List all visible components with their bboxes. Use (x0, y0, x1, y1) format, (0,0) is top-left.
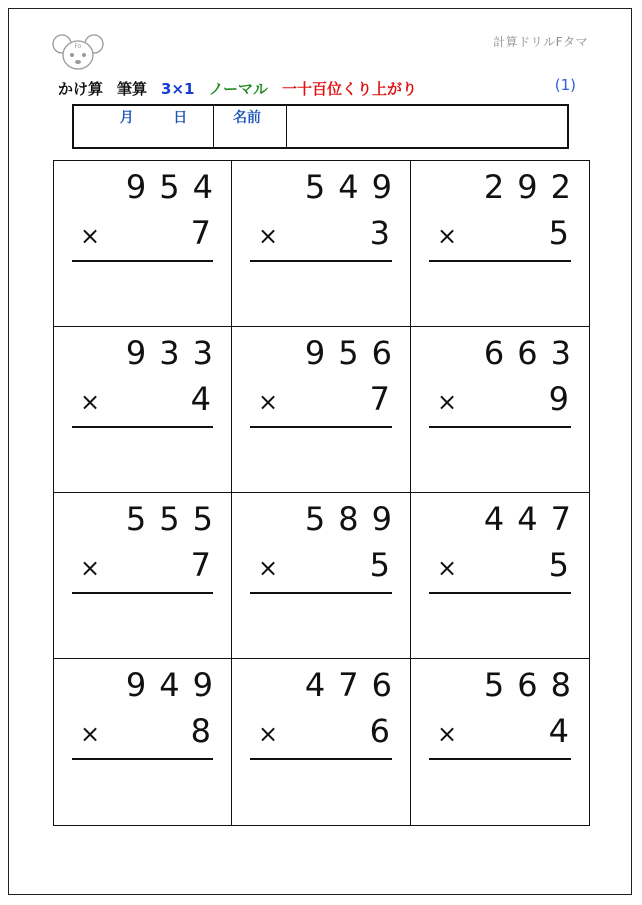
times-symbol: × (80, 720, 101, 748)
title-level: ノーマル (208, 80, 269, 98)
answer-line (429, 260, 571, 262)
day-label: 日 (173, 109, 188, 126)
answer-line (72, 426, 213, 428)
multiplier: 7 (190, 546, 211, 584)
answer-line (250, 260, 392, 262)
title-carry: 一十百位くり上がり (282, 80, 418, 98)
times-symbol: × (437, 222, 458, 250)
problem-cell[interactable] (411, 493, 589, 659)
times-symbol: × (80, 554, 101, 582)
times-symbol: × (437, 554, 458, 582)
multiplicand: 956 (304, 334, 405, 372)
times-symbol: × (258, 388, 279, 416)
times-symbol: × (258, 222, 279, 250)
multiplicand: 568 (483, 666, 584, 704)
multiplier: 8 (190, 712, 211, 750)
answer-line (250, 426, 392, 428)
multiplier: 7 (369, 380, 390, 418)
problem-cell[interactable] (232, 659, 411, 825)
name-date-box (72, 104, 569, 149)
sheet-number: (1) (554, 76, 576, 94)
title-digits: 3×1 (161, 80, 195, 98)
multiplicand: 447 (483, 500, 584, 538)
title-method: 筆算 (117, 80, 148, 98)
times-symbol: × (80, 388, 101, 416)
date-field[interactable] (74, 106, 214, 147)
times-symbol: × (437, 388, 458, 416)
problem-cell[interactable] (411, 659, 589, 825)
multiplicand: 476 (304, 666, 405, 704)
month-label: 月 (119, 109, 134, 126)
answer-line (250, 758, 392, 760)
problem-cell[interactable] (232, 493, 411, 659)
name-label: 名前 (214, 106, 287, 147)
multiplicand: 663 (483, 334, 584, 372)
multiplicand: 589 (304, 500, 405, 538)
answer-line (429, 758, 571, 760)
answer-line (429, 426, 571, 428)
problem-cell[interactable] (54, 659, 232, 825)
brand-label: 計算ドリルFタマ (493, 35, 588, 49)
svg-text:Fo: Fo (74, 43, 82, 50)
problem-cell[interactable] (54, 493, 232, 659)
multiplier: 9 (548, 380, 569, 418)
problem-cell[interactable] (411, 161, 589, 327)
multiplier: 5 (548, 546, 569, 584)
problem-cell[interactable] (232, 161, 411, 327)
answer-line (72, 260, 213, 262)
multiplier: 5 (369, 546, 390, 584)
multiplicand: 292 (483, 168, 584, 206)
multiplicand: 933 (125, 334, 226, 372)
problem-cell[interactable] (232, 327, 411, 493)
title-kind: かけ算 (58, 80, 104, 98)
problem-grid (53, 160, 590, 826)
answer-line (429, 592, 571, 594)
multiplier: 7 (190, 214, 211, 252)
answer-line (72, 758, 213, 760)
worksheet-title (58, 78, 588, 98)
multiplier: 4 (190, 380, 211, 418)
multiplicand: 555 (125, 500, 226, 538)
problem-cell[interactable] (54, 161, 232, 327)
multiplicand: 954 (125, 168, 226, 206)
mouse-logo-icon (52, 30, 104, 72)
times-symbol: × (258, 720, 279, 748)
times-symbol: × (258, 554, 279, 582)
multiplier: 4 (548, 712, 569, 750)
problem-cell[interactable] (54, 327, 232, 493)
multiplicand: 949 (125, 666, 226, 704)
times-symbol: × (80, 222, 101, 250)
problem-cell[interactable] (411, 327, 589, 493)
multiplier: 6 (369, 712, 390, 750)
times-symbol: × (437, 720, 458, 748)
answer-line (72, 592, 213, 594)
multiplier: 3 (369, 214, 390, 252)
answer-line (250, 592, 392, 594)
multiplier: 5 (548, 214, 569, 252)
multiplicand: 549 (304, 168, 405, 206)
name-field[interactable] (287, 106, 567, 147)
